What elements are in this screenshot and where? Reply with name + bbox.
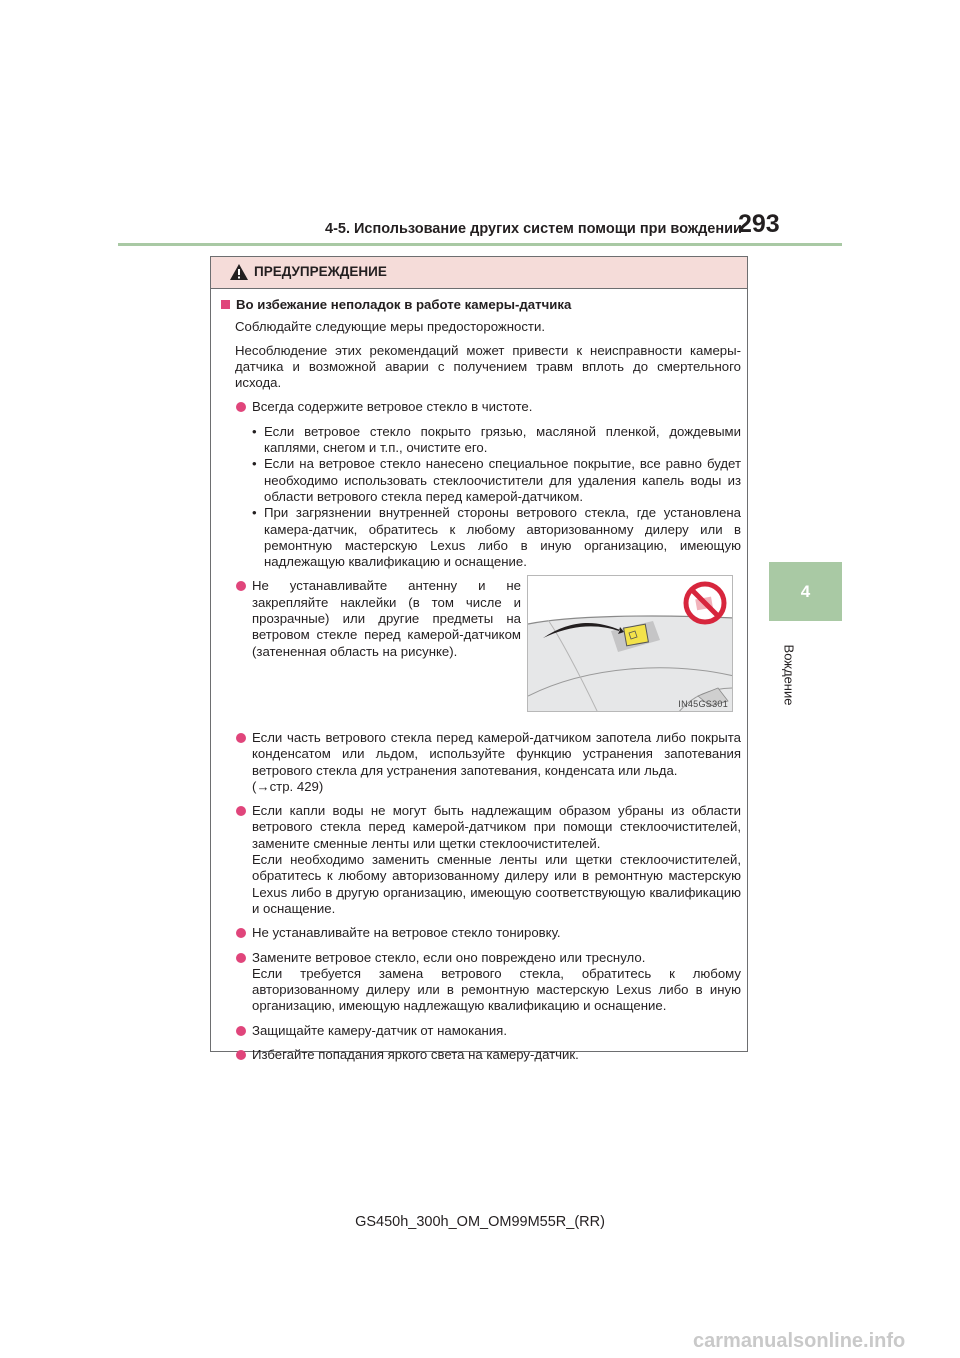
- bullet-text-part: Если требуется замена ветрового стекла, обратитесь к любому авторизованному дилеру или в ремонтную мастерскую Lexus либо в иную организацию, имеющую надлежащую квалификацию и оснащение.: [252, 965, 741, 1014]
- bullet-text: [252, 730, 741, 795]
- bullet-dot-icon: [236, 402, 246, 412]
- bullet-dot-icon: [236, 1026, 246, 1036]
- list-item: [236, 730, 741, 795]
- footer-doc-code: GS450h_300h_OM_OM99M55R_(RR): [355, 1214, 605, 1230]
- section-title: 4-5. Использование других систем помощи при вождении: [325, 221, 742, 237]
- warning-subheading: [221, 297, 741, 313]
- dash-text: Если на ветровое стекло нанесено специальное покрытие, все равно будет необходимо использовать стеклоочистители для удаления капель воды из области ветрового стекла перед камерой-датчиком.: [264, 456, 741, 504]
- bullet-dot-icon: [236, 581, 246, 591]
- dash-marker: •: [252, 423, 257, 439]
- list-item: [236, 1023, 741, 1039]
- page-reference[interactable]: (→стр. 429): [252, 778, 324, 794]
- dash-text: При загрязнении внутренней стороны ветрового стекла, где установлена камера-датчик, обратитесь к любому авторизованному дилеру или в ремонтную мастерскую Lexus либо в иную организацию, имеющую надлежащую квалификацию и оснащение.: [264, 505, 741, 570]
- bullet-text-part: Если капли воды не могут быть надлежащим образом убраны из области ветрового стекла перед камерой-датчиком при помощи стеклоочистителей, замените сменные ленты или щетки стеклоочистителей.: [252, 803, 741, 851]
- dash-marker: •: [252, 505, 257, 521]
- bullet-text: Не устанавливайте антенну и не закрепляйте наклейки (в том числе и прозрачные) или другие предметы на ветровом стекле перед камерой-датчиком (затененная область на рисунке).: [252, 578, 521, 659]
- bullet-text: Всегда содержите ветровое стекло в чистоте.: [252, 399, 533, 415]
- warning-triangle-icon: [229, 263, 249, 281]
- chapter-tab-label-wrap: [776, 630, 802, 720]
- list-item: [236, 1047, 741, 1063]
- windshield-illustration: [527, 575, 733, 712]
- list-item: [236, 578, 521, 659]
- bullet-dot-icon: [236, 953, 246, 963]
- bullet-text-part: Если часть ветрового стекла перед камерой-датчиком запотела либо покрыта конденсатом или льдом, используйте функцию устранения запотевания ветрового стекла для устранения запотевания, конденсата или льда.: [252, 729, 741, 778]
- watermark: carmanualsonline.info: [693, 1330, 906, 1352]
- list-item: [252, 456, 741, 505]
- intro-text-2: Несоблюдение этих рекомендаций может привести к неисправности камеры-датчика и возможной аварии с получением травм вплоть до смертельного исхода.: [235, 342, 741, 391]
- bullet-dot-icon: [236, 733, 246, 743]
- chapter-tab[interactable]: 4: [769, 562, 842, 621]
- warning-header: [211, 257, 747, 289]
- page-number: 293: [738, 210, 780, 238]
- bullet-text-part: Замените ветровое стекло, если оно повреждено или треснуло.: [252, 949, 646, 965]
- bullet-text: Избегайте попадания яркого света на камеру-датчик.: [252, 1046, 579, 1062]
- warning-subheading-text: Во избежание неполадок в работе камеры-датчика: [236, 297, 572, 312]
- bullet-text: [252, 950, 741, 1015]
- dash-text: Если ветровое стекло покрыто грязью, масляной пленкой, дождевыми каплями, снегом и т.п., очистите его.: [264, 423, 741, 456]
- warning-box: [210, 256, 748, 1062]
- list-item: [236, 399, 741, 415]
- dash-marker: •: [252, 456, 257, 472]
- square-bullet-icon: [221, 300, 230, 309]
- bullet-text: Защищайте камеру-датчик от намокания.: [252, 1022, 507, 1038]
- intro-text-1: Соблюдайте следующие меры предосторожности.: [235, 319, 545, 335]
- warning-title: ПРЕДУПРЕЖДЕНИЕ: [254, 264, 387, 279]
- bullet-dot-icon: [236, 928, 246, 938]
- list-item: [236, 803, 741, 917]
- chapter-tab-label: Вождение: [781, 644, 797, 706]
- list-item: [252, 505, 741, 570]
- list-item: [236, 925, 741, 941]
- bullet-dot-icon: [236, 806, 246, 816]
- bullet-text-part: Если необходимо заменить сменные ленты или щетки стеклоочистителей, обратитесь к любому авторизованному дилеру или в ремонтную мастерскую Lexus либо в другую организацию, имеющую соответствующую квалификацию и оснащение.: [252, 852, 741, 916]
- figure-code: IN45GS301: [678, 699, 728, 709]
- bullet-text: [252, 803, 741, 917]
- list-item: [252, 424, 741, 457]
- windshield-drawing: [528, 576, 733, 712]
- bullet-text: Не устанавливайте на ветровое стекло тонировку.: [252, 925, 561, 941]
- list-item: [236, 950, 741, 1015]
- bullet-dot-icon: [236, 1050, 246, 1060]
- header-rule: [118, 243, 842, 246]
